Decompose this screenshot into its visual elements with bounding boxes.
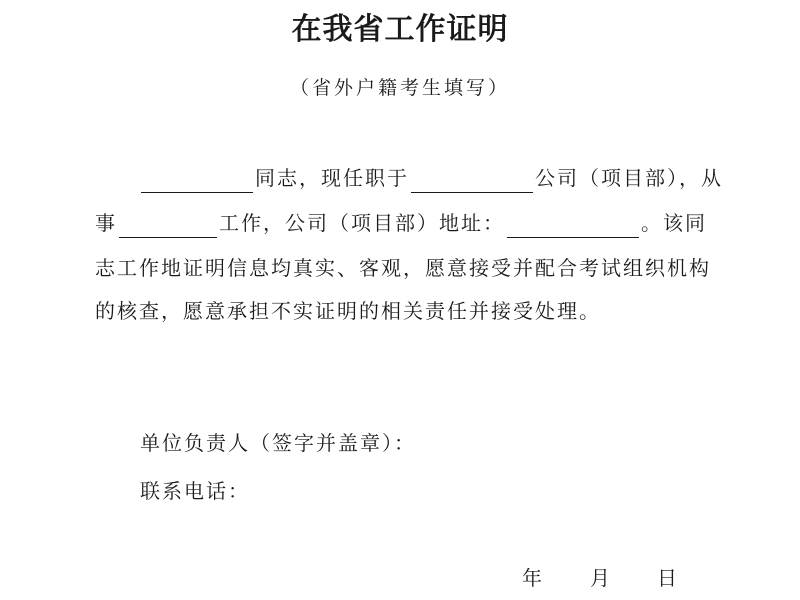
line2-text-c: 。该同: [641, 211, 707, 235]
line2-text-a: 事: [95, 211, 117, 235]
line2-text-b: 工作，公司（项目部）地址：: [219, 211, 505, 235]
body-line-4: 的核查，愿意承担不实证明的相关责任并接受处理。: [95, 299, 601, 323]
document-subtitle: （省外户籍考生填写）: [289, 77, 510, 99]
employer-blank[interactable]: [411, 170, 533, 193]
job-blank[interactable]: [119, 215, 217, 238]
date-day-label: 日: [657, 566, 677, 590]
body-line-3: 志工作地证明信息均真实、客观，愿意接受并配合考试组织机构: [95, 256, 711, 280]
date-month-label: 月: [590, 566, 610, 590]
contact-phone-label: 联系电话：: [140, 479, 250, 503]
date-year-label: 年: [522, 566, 542, 590]
address-blank[interactable]: [507, 215, 639, 238]
document-title: 在我省工作证明: [291, 12, 509, 47]
body-line-1: [139, 163, 723, 193]
responsible-person-label: 单位负责人（签字并盖章）：: [140, 431, 416, 455]
name-blank[interactable]: [141, 170, 253, 193]
body-line-2: [95, 208, 707, 238]
line1-text-b: 公司（项目部），从: [535, 166, 723, 190]
line1-text-a: 同志，现任职于: [255, 166, 409, 190]
